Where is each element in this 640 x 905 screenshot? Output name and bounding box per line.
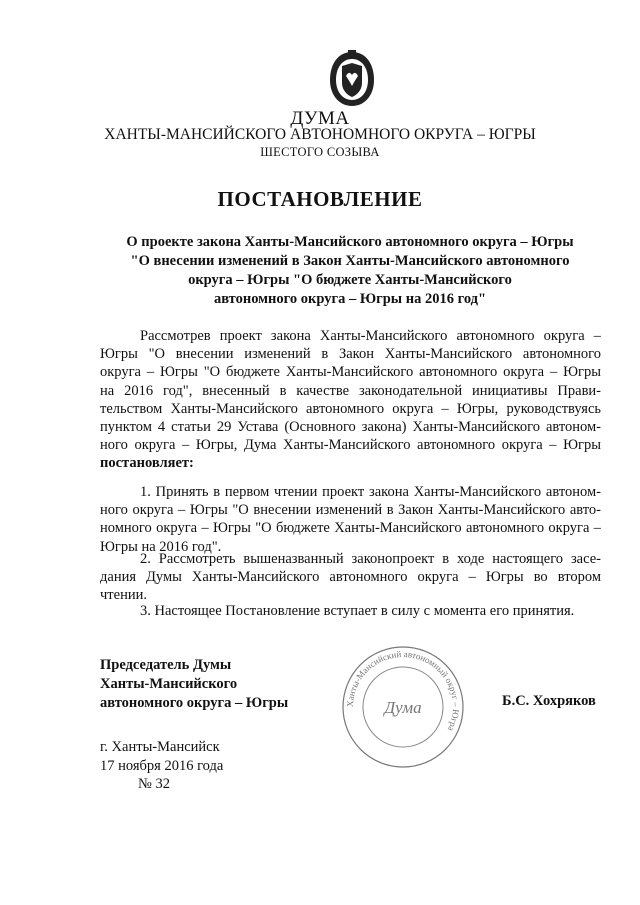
signatory-position <box>100 656 288 713</box>
text-line: 2. Рассмотреть вышеназванный законопроект в ходе настоящего засе- <box>140 551 601 567</box>
position-line: Ханты-Мансийского <box>100 676 238 692</box>
item-3-paragraph <box>100 602 601 620</box>
document-subject <box>110 233 590 309</box>
position-line: Председатель Думы <box>100 657 232 673</box>
header-convocation: ШЕСТОГО СОЗЫВА <box>260 145 380 159</box>
text-line: дания Думы Ханты-Мансийского автономного округа – Югры во втором <box>100 569 601 586</box>
subject-line: "О внесении изменений в Закон Ханты-Мансийского автономного <box>130 253 570 269</box>
document-number: № 32 <box>138 776 170 792</box>
subject-line: автономного округа – Югры на 2016 год" <box>213 291 487 307</box>
coat-of-arms-emblem <box>326 50 378 108</box>
item-1-paragraph <box>100 483 601 556</box>
text-line: Рассмотрев проект закона Ханты-Мансийского автономного округа – <box>140 328 601 344</box>
stamp-center-text: Дума <box>384 698 422 717</box>
header-duma: ДУМА <box>290 108 350 129</box>
text-line: 3. Настоящее Постановление вступает в силу с момента его принятия. <box>140 603 575 619</box>
date: 17 ноября 2016 года <box>100 757 224 774</box>
signatory-name: Б.С. Хохряков <box>502 693 596 709</box>
item-2-paragraph <box>100 550 601 605</box>
text-line: 1. Принять в первом чтении проект закона Ханты-Мансийского автоном- <box>140 484 601 500</box>
resolves-word: постановляет: <box>100 455 194 472</box>
subject-line: О проекте закона Ханты-Мансийского автономного округа – Югры <box>126 234 574 250</box>
header-okrug: ХАНТЫ-МАНСИЙСКОГО АВТОНОМНОГО ОКРУГА – ЮГРЫ <box>104 126 536 143</box>
text-line: на 2016 год", внесенный в качестве законодательной инициативы Прави- <box>100 382 601 399</box>
official-stamp <box>340 644 466 770</box>
intro-paragraph <box>100 327 601 473</box>
text-line: номного округа – Югры "О бюджете Ханты-Мансийского автономного округа – <box>100 520 601 537</box>
text-line: чтении. <box>100 587 147 604</box>
text-line: округа – Югры "О бюджете Ханты-Мансийского автономного округа – Югры <box>100 364 601 381</box>
text-line: тельством Ханты-Мансийского автономного округа – Югры, руководствуясь <box>100 400 601 417</box>
text-line: Югры на 2016 год". <box>100 538 222 555</box>
document-footer <box>100 738 223 794</box>
position-line: автономного округа – Югры <box>100 695 289 711</box>
text-line: ного округа – Югры, Дума Ханты-Мансийского автономного округа – Югры <box>100 437 601 454</box>
stamp-ring-text: Ханты-Мансийский автономный округ – Югра <box>344 648 462 733</box>
text-line: Югры "О внесении изменений в Закон Ханты-Мансийского автономного <box>100 346 601 363</box>
text-line: пунктом 4 статьи 29 Устава (Основного закона) Ханты-Мансийского автоном- <box>100 419 601 436</box>
svg-text:Ханты-Мансийский автономный ок <box>345 649 461 733</box>
text-line: ного округа – Югры "О внесении изменений в Закон Ханты-Мансийского авто- <box>100 502 601 519</box>
city: г. Ханты-Мансийск <box>100 739 220 755</box>
document-title: ПОСТАНОВЛЕНИЕ <box>217 187 423 211</box>
subject-line: округа – Югры "О бюджете Ханты-Мансийского <box>188 272 512 288</box>
